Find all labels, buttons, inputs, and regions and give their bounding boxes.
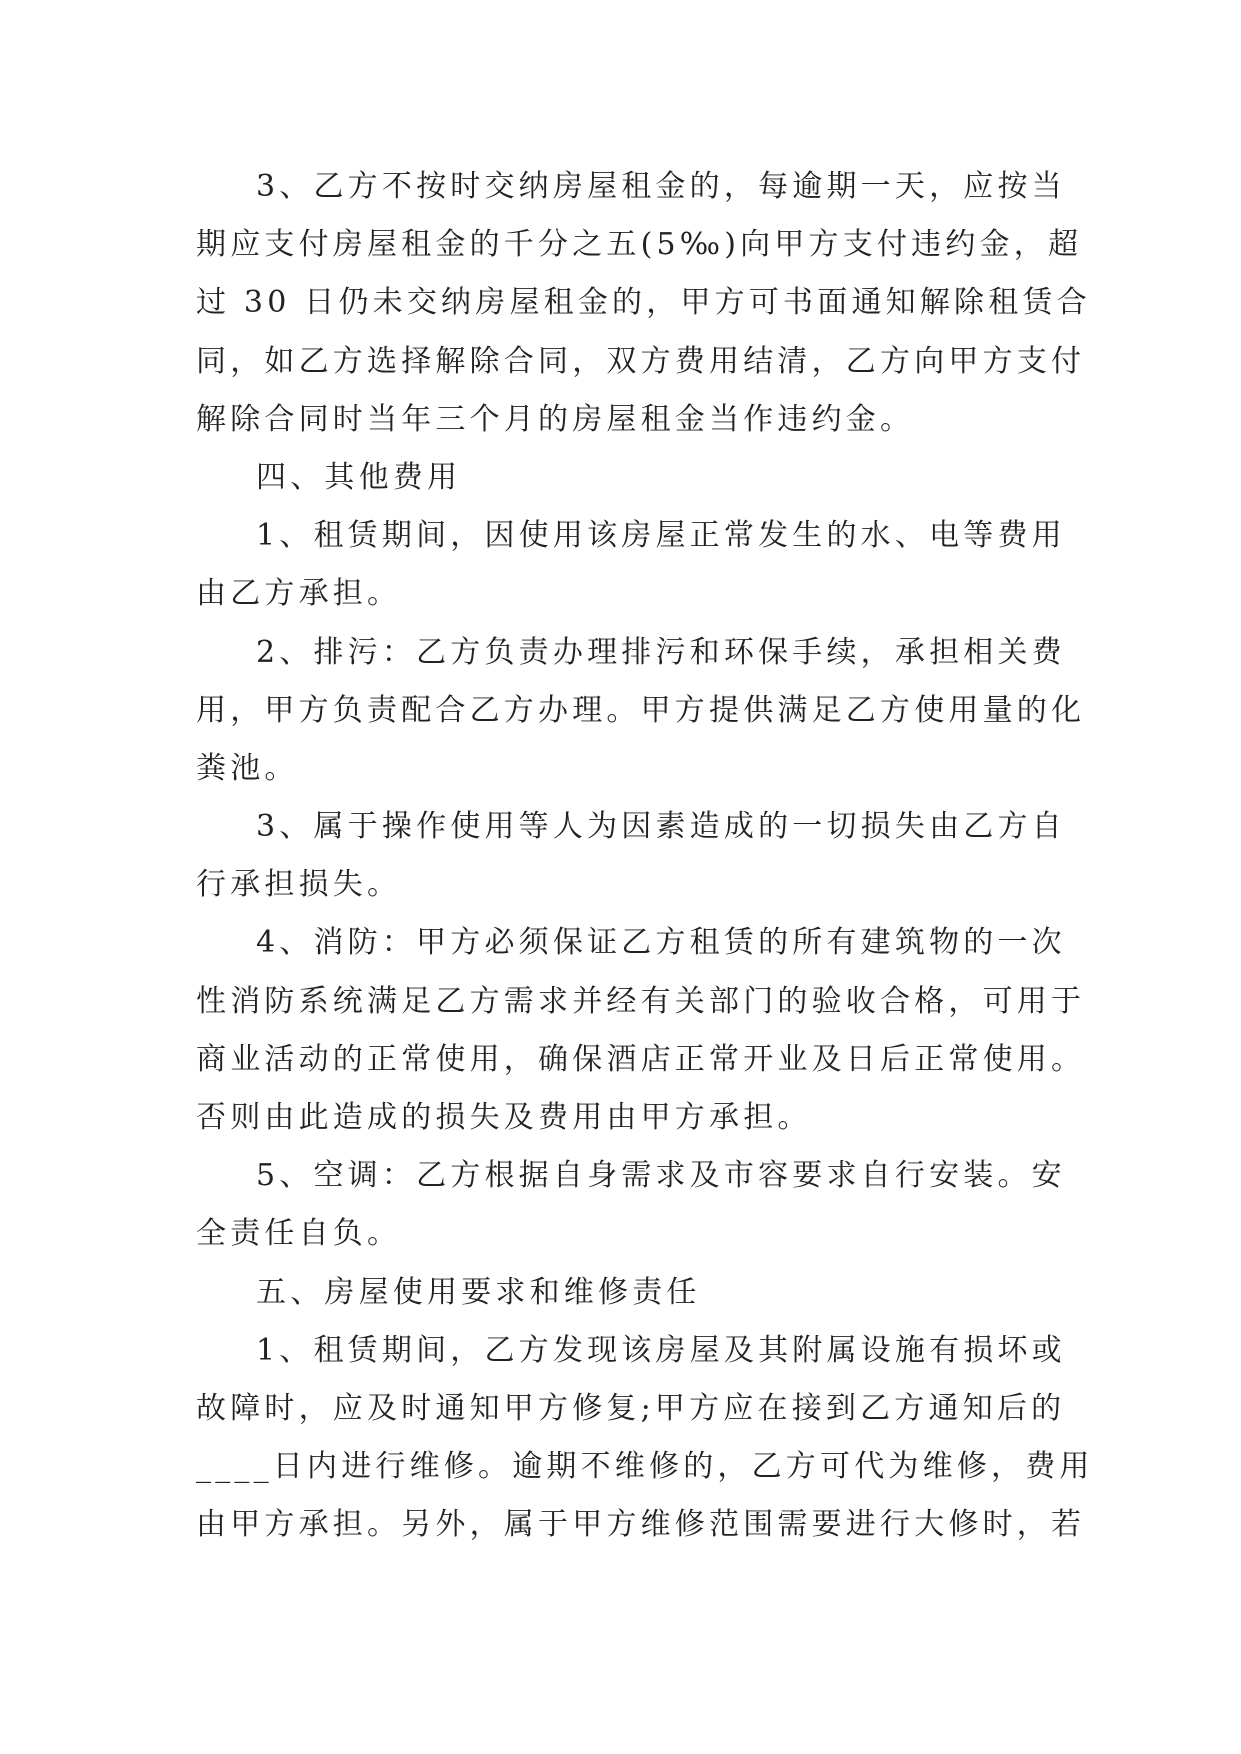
text-line: 过 30 日仍未交纳房屋租金的，甲方可书面通知解除租赁合 xyxy=(196,285,1091,321)
text-line: 1、租赁期间，因使用该房屋正常发生的水、电等费用 xyxy=(256,518,1066,554)
text-line: 行承担损失。 xyxy=(196,867,402,903)
section-heading: 五、房屋使用要求和维修责任 xyxy=(256,1274,701,1310)
section-heading: 四、其他费用 xyxy=(256,459,462,495)
text-line: ____日内进行维修。逾期不维修的，乙方可代为维修，费用 xyxy=(196,1449,1094,1485)
text-line: 用，甲方负责配合乙方办理。甲方提供满足乙方使用量的化 xyxy=(196,692,1086,728)
contract-text-body xyxy=(196,158,1094,1555)
text-line: 否则由此造成的损失及费用由甲方承担。 xyxy=(196,1100,812,1135)
text-line: 期应支付房屋租金的千分之五(5‰)向甲方支付违约金，超 xyxy=(196,227,1083,263)
text-line: 4、消防：甲方必须保证乙方租赁的所有建筑物的一次 xyxy=(256,925,1066,961)
text-line: 3、属于操作使用等人为因素造成的一切损失由乙方自 xyxy=(256,809,1066,845)
text-line: 由乙方承担。 xyxy=(196,576,402,612)
text-line: 解除合同时当年三个月的房屋租金当作违约金。 xyxy=(196,401,915,437)
text-line: 性消防系统满足乙方需求并经有关部门的验收合格，可用于 xyxy=(196,983,1086,1019)
text-line: 2、排污：乙方负责办理排污和环保手续，承担相关费 xyxy=(256,634,1066,670)
text-line: 3、乙方不按时交纳房屋租金的，每逾期一天，应按当 xyxy=(256,169,1066,204)
text-line: 全责任自负。 xyxy=(196,1216,402,1252)
text-line: 由甲方承担。另外，属于甲方维修范围需要进行大修时，若 xyxy=(196,1507,1086,1543)
text-line: 5、空调：乙方根据自身需求及市容要求自行安装。安 xyxy=(256,1158,1066,1194)
text-line: 1、租赁期间，乙方发现该房屋及其附属设施有损坏或 xyxy=(256,1332,1066,1368)
text-line: 粪池。 xyxy=(196,750,299,786)
text-line: 同，如乙方选择解除合同，双方费用结清，乙方向甲方支付 xyxy=(196,343,1086,379)
text-line: 商业活动的正常使用，确保酒店正常开业及日后正常使用。 xyxy=(196,1041,1086,1077)
text-line: 故障时，应及时通知甲方修复;甲方应在接到乙方通知后的 xyxy=(196,1390,1066,1426)
